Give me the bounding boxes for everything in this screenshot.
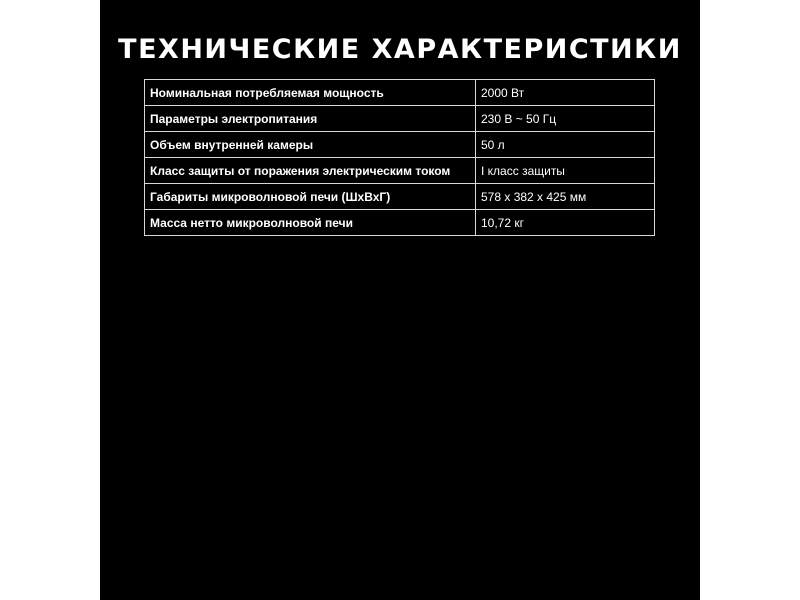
table-row (145, 158, 655, 184)
table-row (145, 132, 655, 158)
specs-table (144, 79, 655, 236)
spec-sheet (100, 0, 700, 600)
spec-name: Масса нетто микроволновой печи (145, 210, 476, 236)
page-title: ТЕХНИЧЕСКИЕ ХАРАКТЕРИСТИКИ (118, 34, 682, 65)
spec-name: Номинальная потребляемая мощность (145, 80, 476, 106)
table-row (145, 106, 655, 132)
spec-name: Параметры электропитания (145, 106, 476, 132)
spec-value: I класс защиты (476, 158, 655, 184)
table-row (145, 210, 655, 236)
spec-name: Класс защиты от поражения электрическим током (145, 158, 476, 184)
spec-value: 578 x 382 x 425 мм (476, 184, 655, 210)
spec-value: 10,72 кг (476, 210, 655, 236)
spec-name: Объем внутренней камеры (145, 132, 476, 158)
spec-name: Габариты микроволновой печи (ШхВхГ) (145, 184, 476, 210)
table-row (145, 80, 655, 106)
table-row (145, 184, 655, 210)
spec-value: 2000 Вт (476, 80, 655, 106)
spec-value: 50 л (476, 132, 655, 158)
spec-value: 230 В ~ 50 Гц (476, 106, 655, 132)
